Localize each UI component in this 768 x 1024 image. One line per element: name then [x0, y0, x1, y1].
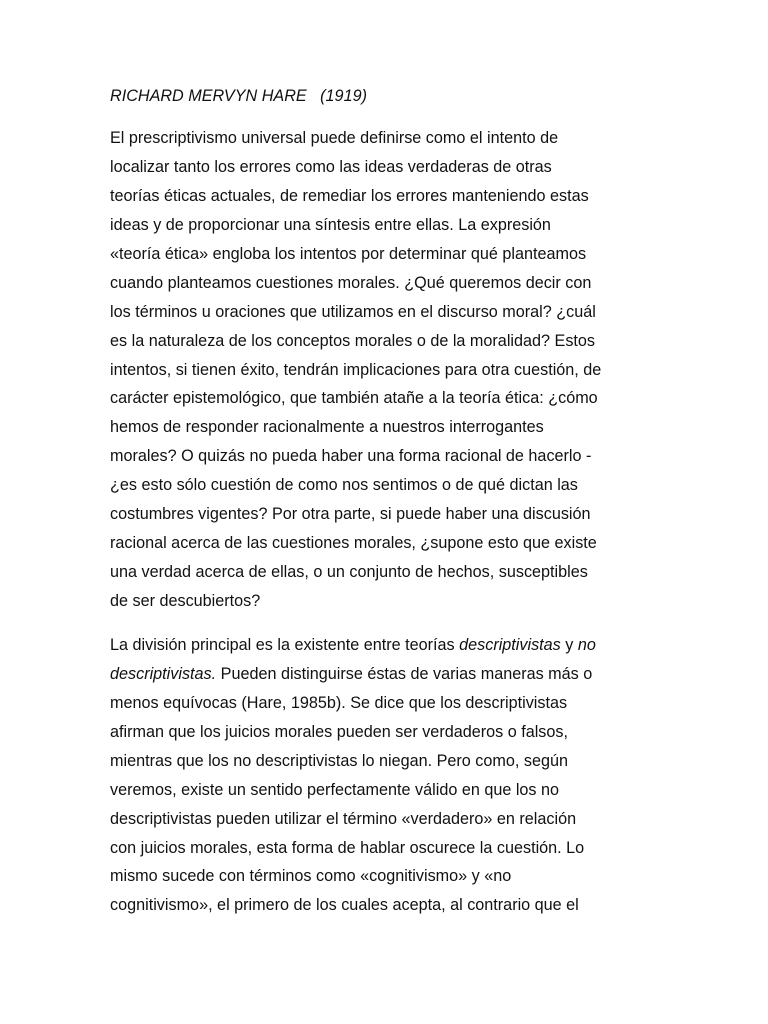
paragraph-line: «teoría ética» engloba los intentos por determinar qué planteamos — [110, 244, 587, 263]
italic-term: descriptivistas — [459, 635, 561, 654]
document-body — [110, 84, 662, 920]
text-run: La división principal es la existente entre teorías — [110, 635, 460, 654]
paragraph-line: carácter epistemológico, que también atañe a la teoría ética: ¿cómo — [110, 389, 598, 408]
paragraph-line: mientras que los no descriptivistas lo niegan. Pero como, según — [110, 751, 568, 770]
paragraph-line: racional acerca de las cuestiones morales, ¿supone esto que existe — [110, 534, 597, 553]
paragraph-line: los términos u oraciones que utilizamos en el discurso moral? ¿cuál — [110, 302, 596, 321]
paragraph-line: veremos, existe un sentido perfectamente válido en que los no — [110, 780, 560, 799]
paragraph-line: con juicios morales, esta forma de hablar oscurece la cuestión. Lo — [110, 838, 585, 857]
document-title: RICHARD MERVYN HARE (1919) — [110, 87, 367, 105]
paragraph-line: afirman que los juicios morales pueden ser verdaderos o falsos, — [110, 722, 568, 741]
paragraph-line: de ser descubiertos? — [110, 592, 261, 610]
paragraph-2 — [110, 631, 662, 920]
paragraph-line: una verdad acerca de ellas, o un conjunto de hechos, susceptibles — [110, 563, 588, 582]
paragraph-line: morales? O quizás no pueda haber una forma racional de hacerlo - — [110, 447, 592, 466]
paragraph-line: intentos, si tienen éxito, tendrán implicaciones para otra cuestión, de — [110, 360, 602, 379]
paragraph-line: costumbres vigentes? Por otra parte, si puede haber una discusión — [110, 505, 591, 524]
paragraph-line: teorías éticas actuales, de remediar los errores manteniendo estas — [110, 186, 589, 205]
paragraph-line: localizar tanto los errores como las ideas verdaderas de otras — [110, 157, 552, 176]
paragraph-line: hemos de responder racionalmente a nuestros interrogantes — [110, 418, 544, 437]
paragraph-line: cognitivismo», el primero de los cuales acepta, al contrario que el — [110, 896, 579, 915]
paragraph-1 — [110, 124, 662, 616]
text-run: Pueden distinguirse éstas de varias maneras más o — [216, 664, 593, 683]
paragraph-line: mismo sucede con términos como «cognitivismo» y «no — [110, 867, 512, 886]
paragraph-line: descriptivistas pueden utilizar el término «verdadero» en relación — [110, 809, 577, 828]
italic-term: no — [577, 635, 596, 654]
paragraph-line: ideas y de proporcionar una síntesis entre ellas. La expresión — [110, 215, 551, 234]
paragraph-line: menos equívocas (Hare, 1985b). Se dice que los descriptivistas — [110, 693, 568, 712]
paragraph-line: ¿es esto sólo cuestión de como nos sentimos o de qué dictan las — [110, 476, 578, 495]
paragraph-line — [110, 660, 662, 689]
paragraph-line — [110, 631, 662, 660]
paragraph-line: cuando planteamos cuestiones morales. ¿Qué queremos decir con — [110, 273, 592, 292]
paragraph-line: es la naturaleza de los conceptos morales o de la moralidad? Estos — [110, 331, 596, 350]
paragraph-line: El prescriptivismo universal puede definirse como el intento de — [110, 129, 559, 147]
italic-term: descriptivistas. — [110, 664, 217, 683]
text-run: y — [560, 635, 578, 654]
